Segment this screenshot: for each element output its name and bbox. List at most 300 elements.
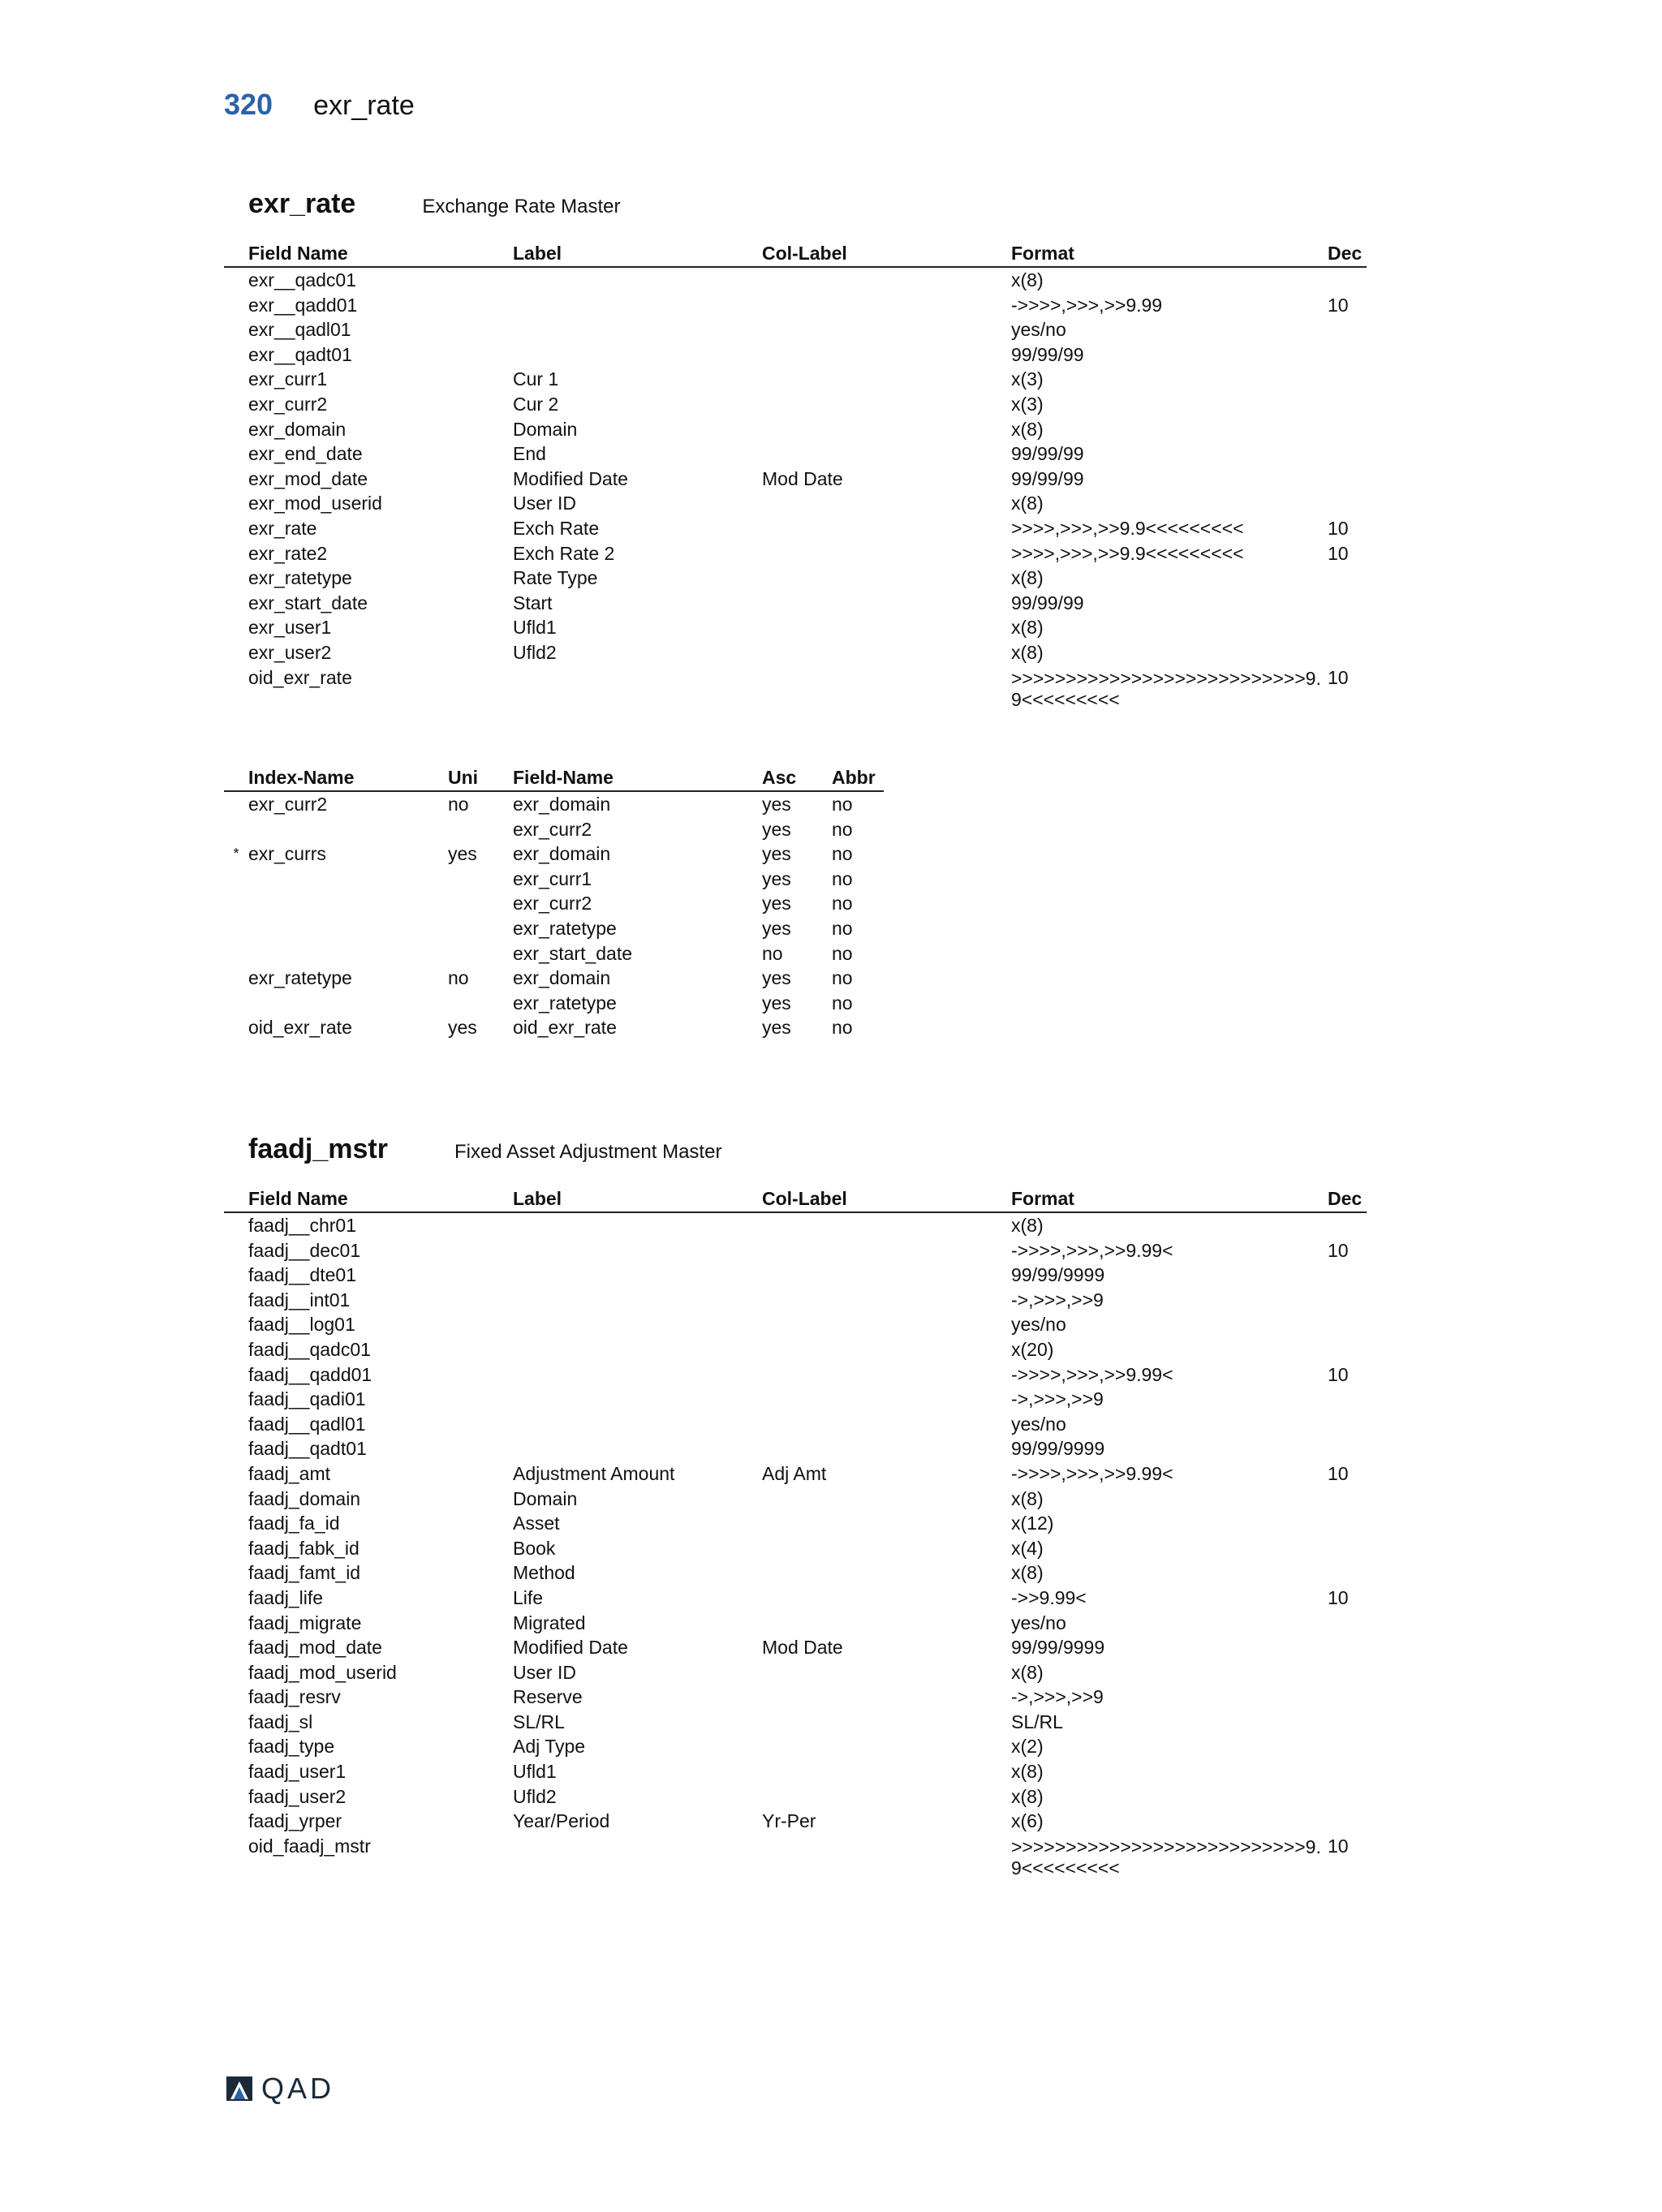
format-cell: 99/99/99 <box>1011 467 1084 489</box>
dec-cell: 10 <box>1328 1586 1349 1608</box>
asc-cell: no <box>762 942 783 964</box>
field-name-cell: faadj_amt <box>248 1462 331 1484</box>
format-cell: x(8) <box>1011 567 1044 589</box>
table-row <box>224 1560 1367 1586</box>
table-row <box>224 1734 1367 1759</box>
index-table-header <box>224 764 884 791</box>
col-label-cell <box>762 441 1011 467</box>
field-name-cell: faadj__qadt01 <box>248 1438 367 1460</box>
dec-cell <box>1328 491 1367 516</box>
row-spacer <box>224 1635 248 1660</box>
field-name-cell: faadj_type <box>248 1736 335 1758</box>
row-spacer <box>224 1461 248 1487</box>
col-label-cell <box>762 1834 1011 1878</box>
format-cell: x(3) <box>1011 368 1044 390</box>
field-name-cell: faadj_domain <box>248 1487 361 1509</box>
row-spacer <box>224 392 248 417</box>
primary-marker <box>224 941 248 966</box>
format-cell: >>>>,>>>,>>9.9<<<<<<<<< <box>1011 517 1244 539</box>
format-cell: x(8) <box>1011 1562 1044 1584</box>
table-row <box>224 566 1367 591</box>
label-cell: Exch Rate 2 <box>513 542 615 564</box>
header-spacer <box>224 240 248 267</box>
dec-cell <box>1328 1759 1367 1784</box>
col-label-cell <box>762 1734 1011 1759</box>
page-title: exr_rate <box>313 90 415 121</box>
format-cell: x(8) <box>1011 1487 1044 1509</box>
section-heading-faadj-mstr <box>248 1134 721 1165</box>
table-row <box>224 665 1367 710</box>
col-label-cell <box>762 1312 1011 1337</box>
col-label-cell <box>762 1436 1011 1461</box>
row-spacer <box>224 591 248 616</box>
dec-cell <box>1328 640 1367 665</box>
asc-cell: yes <box>762 818 791 840</box>
col-label-cell <box>762 293 1011 318</box>
asc-cell: yes <box>762 917 791 939</box>
label-cell: Adjustment Amount <box>513 1462 675 1484</box>
index-name-cell <box>248 941 448 966</box>
field-table-exr-rate <box>224 240 1367 710</box>
dec-cell: 10 <box>1328 542 1349 564</box>
dec-cell: 10 <box>1328 294 1349 316</box>
label-cell <box>513 1212 762 1238</box>
field-name-cell: faadj__dec01 <box>248 1239 361 1261</box>
label-cell: Ufld2 <box>513 1785 557 1807</box>
table-row <box>224 516 1367 541</box>
label-cell <box>513 317 762 342</box>
index-name-cell: oid_exr_rate <box>248 1017 352 1039</box>
label-cell <box>513 293 762 318</box>
label-cell: Domain <box>513 1487 578 1509</box>
format-cell: SL/RL <box>1011 1711 1063 1732</box>
header-field-name: Field-Name <box>513 764 762 791</box>
label-cell: Cur 2 <box>513 393 559 415</box>
table-row <box>224 1784 1367 1810</box>
dec-cell <box>1328 1436 1367 1461</box>
row-spacer <box>224 1288 248 1313</box>
section-heading-exr-rate <box>248 188 620 220</box>
page-header <box>224 88 415 133</box>
unique-cell <box>448 817 513 842</box>
dec-cell <box>1328 467 1367 492</box>
field-name-cell: faadj__log01 <box>248 1314 355 1336</box>
row-spacer <box>224 293 248 318</box>
abbr-cell: no <box>832 917 853 939</box>
dec-cell <box>1328 342 1367 368</box>
header-abbr: Abbr <box>832 764 884 791</box>
label-cell <box>513 1238 762 1263</box>
format-cell: ->>>>,>>>,>>9.99< <box>1011 1363 1173 1385</box>
field-name-cell: faadj__chr01 <box>248 1215 356 1236</box>
dec-cell <box>1328 1337 1367 1362</box>
format-cell: >>>>>>>>>>>>>>>>>>>>>>>>>>>9.9<<<<<<<<< <box>1011 667 1321 710</box>
field-name-cell: exr_start_date <box>248 592 368 613</box>
row-spacer <box>224 1536 248 1561</box>
row-spacer <box>224 1809 248 1834</box>
format-cell: x(2) <box>1011 1736 1044 1758</box>
col-label-cell <box>762 1611 1011 1636</box>
label-cell: Cur 1 <box>513 368 559 390</box>
row-spacer <box>224 640 248 665</box>
index-name-cell <box>248 991 448 1016</box>
label-cell <box>513 1834 762 1878</box>
table-row <box>224 891 884 916</box>
row-spacer <box>224 1759 248 1784</box>
format-cell: ->,>>>,>>9 <box>1011 1289 1104 1310</box>
table-row <box>224 1660 1367 1685</box>
col-label-cell <box>762 1487 1011 1512</box>
table-row <box>224 1362 1367 1388</box>
field-name-cell: exr_curr2 <box>513 893 592 914</box>
label-cell: Ufld1 <box>513 1761 557 1783</box>
field-name-cell: exr_curr1 <box>248 368 328 390</box>
label-cell: Reserve <box>513 1686 583 1708</box>
row-spacer <box>224 1834 248 1878</box>
field-name-cell: faadj_resrv <box>248 1686 341 1708</box>
label-cell: User ID <box>513 493 576 514</box>
primary-marker: * <box>233 846 239 863</box>
table-row <box>224 392 1367 417</box>
label-cell: User ID <box>513 1661 576 1683</box>
label-cell: Start <box>513 592 553 613</box>
dec-cell: 10 <box>1328 1462 1349 1484</box>
field-name-cell: oid_exr_rate <box>248 666 352 688</box>
col-label-cell <box>762 1536 1011 1561</box>
label-cell: End <box>513 443 546 465</box>
index-table-exr-rate <box>224 764 884 1040</box>
unique-cell: yes <box>448 843 477 865</box>
unique-cell <box>448 916 513 941</box>
format-cell: x(8) <box>1011 641 1044 663</box>
table-row <box>224 1238 1367 1263</box>
header-uni: Uni <box>448 764 513 791</box>
row-spacer <box>224 615 248 640</box>
field-name-cell: exr_domain <box>513 794 611 815</box>
col-label-cell <box>762 1412 1011 1437</box>
dec-cell <box>1328 1387 1367 1412</box>
format-cell: x(6) <box>1011 1810 1044 1832</box>
field-name-cell: exr__qadt01 <box>248 343 352 365</box>
asc-cell: yes <box>762 893 791 914</box>
row-spacer <box>224 566 248 591</box>
index-name-cell <box>248 817 448 842</box>
primary-marker <box>224 991 248 1016</box>
field-name-cell: exr_end_date <box>248 443 363 465</box>
header-dec: Dec <box>1328 1186 1367 1212</box>
table-row <box>224 1263 1367 1288</box>
row-spacer <box>224 1560 248 1586</box>
field-name-cell: exr_user2 <box>248 641 332 663</box>
col-label-cell <box>762 665 1011 710</box>
field-name-cell: exr_curr1 <box>513 867 592 889</box>
abbr-cell: no <box>832 893 853 914</box>
format-cell: 99/99/99 <box>1011 343 1084 365</box>
format-cell: x(12) <box>1011 1513 1054 1534</box>
dec-cell <box>1328 591 1367 616</box>
dec-cell <box>1328 1635 1367 1660</box>
label-cell <box>513 1288 762 1313</box>
header-index-name: Index-Name <box>248 764 448 791</box>
row-spacer <box>224 1487 248 1512</box>
col-label-cell <box>762 491 1011 516</box>
field-table-faadj-mstr <box>224 1186 1367 1878</box>
unique-cell <box>448 991 513 1016</box>
dec-cell <box>1328 1536 1367 1561</box>
format-cell: x(4) <box>1011 1537 1044 1559</box>
field-name-cell: faadj__qadi01 <box>248 1388 366 1410</box>
dec-cell <box>1328 1784 1367 1810</box>
dec-cell <box>1328 267 1367 293</box>
col-label-cell <box>762 1212 1011 1238</box>
dec-cell: 10 <box>1328 666 1349 688</box>
abbr-cell: no <box>832 818 853 840</box>
format-cell: 99/99/99 <box>1011 592 1084 613</box>
field-name-cell: faadj__int01 <box>248 1289 351 1310</box>
field-name-cell: exr_user1 <box>248 617 332 639</box>
col-label-cell <box>762 1660 1011 1685</box>
row-spacer <box>224 417 248 442</box>
dec-cell <box>1328 1312 1367 1337</box>
col-label-cell <box>762 1337 1011 1362</box>
row-spacer <box>224 1436 248 1461</box>
abbr-cell: no <box>832 843 853 865</box>
unique-cell <box>448 891 513 916</box>
asc-cell: yes <box>762 967 791 989</box>
unique-cell <box>448 941 513 966</box>
col-label-cell <box>762 1759 1011 1784</box>
label-cell: Book <box>513 1537 556 1559</box>
format-cell: >>>>,>>>,>>9.9<<<<<<<<< <box>1011 542 1244 564</box>
row-spacer <box>224 1685 248 1710</box>
table-row <box>224 1586 1367 1611</box>
row-spacer <box>224 1263 248 1288</box>
table-row <box>224 417 1367 442</box>
row-spacer <box>224 441 248 467</box>
field-name-cell: exr_domain <box>513 967 611 989</box>
col-label-cell <box>762 1511 1011 1536</box>
header-col-label: Col-Label <box>762 1186 1011 1212</box>
header-field-name: Field Name <box>248 1186 513 1212</box>
table-row <box>224 817 884 842</box>
table-row <box>224 1611 1367 1636</box>
format-cell: x(3) <box>1011 393 1044 415</box>
field-name-cell: exr_domain <box>248 418 347 440</box>
format-cell: yes/no <box>1011 1314 1066 1336</box>
abbr-cell: no <box>832 942 853 964</box>
col-label-cell: Adj Amt <box>762 1462 827 1484</box>
field-name-cell: exr_mod_userid <box>248 493 382 514</box>
header-spacer <box>224 1186 248 1212</box>
row-spacer <box>224 342 248 368</box>
label-cell: Exch Rate <box>513 517 600 539</box>
field-name-cell: faadj__qadc01 <box>248 1338 371 1360</box>
format-cell: x(8) <box>1011 493 1044 514</box>
format-cell: yes/no <box>1011 319 1066 341</box>
dec-cell: 10 <box>1328 1835 1349 1857</box>
label-cell: Adj Type <box>513 1736 586 1758</box>
field-name-cell: exr_ratetype <box>248 567 352 589</box>
row-spacer <box>224 1586 248 1611</box>
col-label-cell <box>762 566 1011 591</box>
label-cell <box>513 342 762 368</box>
table-row <box>224 1212 1367 1238</box>
format-cell: 99/99/9999 <box>1011 1637 1105 1659</box>
row-spacer <box>224 317 248 342</box>
field-table-header <box>224 1186 1367 1212</box>
table-row <box>224 1834 1367 1878</box>
row-spacer <box>224 491 248 516</box>
row-spacer <box>224 541 248 566</box>
index-name-cell: exr_curr2 <box>248 794 328 815</box>
row-spacer <box>224 1312 248 1337</box>
row-spacer <box>224 1238 248 1263</box>
abbr-cell: no <box>832 967 853 989</box>
abbr-cell: no <box>832 867 853 889</box>
label-cell: Life <box>513 1586 544 1608</box>
dec-cell <box>1328 1487 1367 1512</box>
dec-cell <box>1328 392 1367 417</box>
asc-cell: yes <box>762 843 791 865</box>
table-description: Exchange Rate Master <box>422 196 621 217</box>
primary-marker <box>224 791 248 817</box>
row-spacer <box>224 1660 248 1685</box>
format-cell: yes/no <box>1011 1413 1066 1435</box>
field-name-cell: exr_domain <box>513 843 611 865</box>
col-label-cell: Mod Date <box>762 1637 843 1659</box>
dec-cell: 10 <box>1328 1363 1349 1385</box>
col-label-cell <box>762 367 1011 392</box>
table-row <box>224 293 1367 318</box>
dec-cell <box>1328 317 1367 342</box>
row-spacer <box>224 1412 248 1437</box>
label-cell: Migrated <box>513 1612 586 1633</box>
abbr-cell: no <box>832 1017 853 1039</box>
primary-marker <box>224 817 248 842</box>
table-row <box>224 1337 1367 1362</box>
table-row <box>224 640 1367 665</box>
table-row <box>224 467 1367 492</box>
format-cell: x(8) <box>1011 1761 1044 1783</box>
table-row <box>224 1536 1367 1561</box>
dec-cell <box>1328 1511 1367 1536</box>
col-label-cell <box>762 516 1011 541</box>
index-name-cell <box>248 916 448 941</box>
index-name-cell <box>248 891 448 916</box>
row-spacer <box>224 1511 248 1536</box>
col-label-cell <box>762 640 1011 665</box>
dec-cell: 10 <box>1328 1239 1349 1261</box>
label-cell: Modified Date <box>513 1637 628 1659</box>
index-name-cell: exr_ratetype <box>248 967 352 989</box>
label-cell: SL/RL <box>513 1711 565 1732</box>
table-row <box>224 1288 1367 1313</box>
table-row <box>224 491 1367 516</box>
row-spacer <box>224 1362 248 1388</box>
footer-logo <box>224 2072 334 2106</box>
label-cell <box>513 267 762 293</box>
table-row <box>224 966 884 991</box>
col-label-cell <box>762 1263 1011 1288</box>
col-label-cell <box>762 1710 1011 1735</box>
label-cell: Ufld1 <box>513 617 557 639</box>
field-name-cell: faadj__dte01 <box>248 1264 357 1286</box>
field-name-cell: faadj_sl <box>248 1711 313 1732</box>
field-name-cell: exr_curr2 <box>248 393 328 415</box>
table-row <box>224 367 1367 392</box>
dec-cell <box>1328 1710 1367 1735</box>
unique-cell: yes <box>448 1017 477 1039</box>
col-label-cell <box>762 615 1011 640</box>
table-row <box>224 1685 1367 1710</box>
dec-cell <box>1328 615 1367 640</box>
format-cell: ->,>>>,>>9 <box>1011 1686 1104 1708</box>
col-label-cell <box>762 392 1011 417</box>
col-label-cell <box>762 1387 1011 1412</box>
field-name-cell: faadj__qadd01 <box>248 1363 372 1385</box>
field-name-cell: faadj_fa_id <box>248 1513 340 1534</box>
table-row <box>224 1635 1367 1660</box>
row-spacer <box>224 1710 248 1735</box>
field-name-cell: faadj_fabk_id <box>248 1537 360 1559</box>
field-name-cell: exr__qadd01 <box>248 294 358 316</box>
field-name-cell: faadj_life <box>248 1586 324 1608</box>
header-asc: Asc <box>762 764 832 791</box>
format-cell: x(8) <box>1011 1215 1044 1236</box>
format-cell: 99/99/9999 <box>1011 1264 1105 1286</box>
label-cell <box>513 665 762 710</box>
dec-cell <box>1328 417 1367 442</box>
table-row <box>224 1312 1367 1337</box>
asc-cell: yes <box>762 867 791 889</box>
table-row <box>224 1461 1367 1487</box>
qad-logo-icon <box>224 2075 255 2102</box>
page-number: 320 <box>224 88 273 121</box>
dec-cell <box>1328 566 1367 591</box>
field-table-header <box>224 240 1367 267</box>
header-label: Label <box>513 1186 762 1212</box>
format-cell: ->>>>,>>>,>>9.99< <box>1011 1239 1173 1261</box>
field-name-cell: faadj__qadl01 <box>248 1413 366 1435</box>
format-cell: 99/99/99 <box>1011 443 1084 465</box>
field-name-cell: exr_rate2 <box>248 542 328 564</box>
field-name-cell: faadj_user2 <box>248 1785 347 1807</box>
table-row <box>224 615 1367 640</box>
table-row <box>224 1487 1367 1512</box>
row-spacer <box>224 367 248 392</box>
row-spacer <box>224 1337 248 1362</box>
row-spacer <box>224 467 248 492</box>
index-name-cell <box>248 867 448 892</box>
field-name-cell: faadj_mod_date <box>248 1637 382 1659</box>
dec-cell <box>1328 1212 1367 1238</box>
header-col-label: Col-Label <box>762 240 1011 267</box>
table-row <box>224 342 1367 368</box>
dec-cell <box>1328 441 1367 467</box>
label-cell <box>513 1263 762 1288</box>
dec-cell <box>1328 1809 1367 1834</box>
table-row <box>224 1015 884 1040</box>
primary-marker <box>224 891 248 916</box>
asc-cell: yes <box>762 1017 791 1039</box>
table-row <box>224 841 884 867</box>
label-cell <box>513 1436 762 1461</box>
dec-cell <box>1328 1263 1367 1288</box>
primary-marker <box>224 867 248 892</box>
label-cell: Ufld2 <box>513 641 557 663</box>
label-cell: Asset <box>513 1513 560 1534</box>
row-spacer <box>224 1212 248 1238</box>
